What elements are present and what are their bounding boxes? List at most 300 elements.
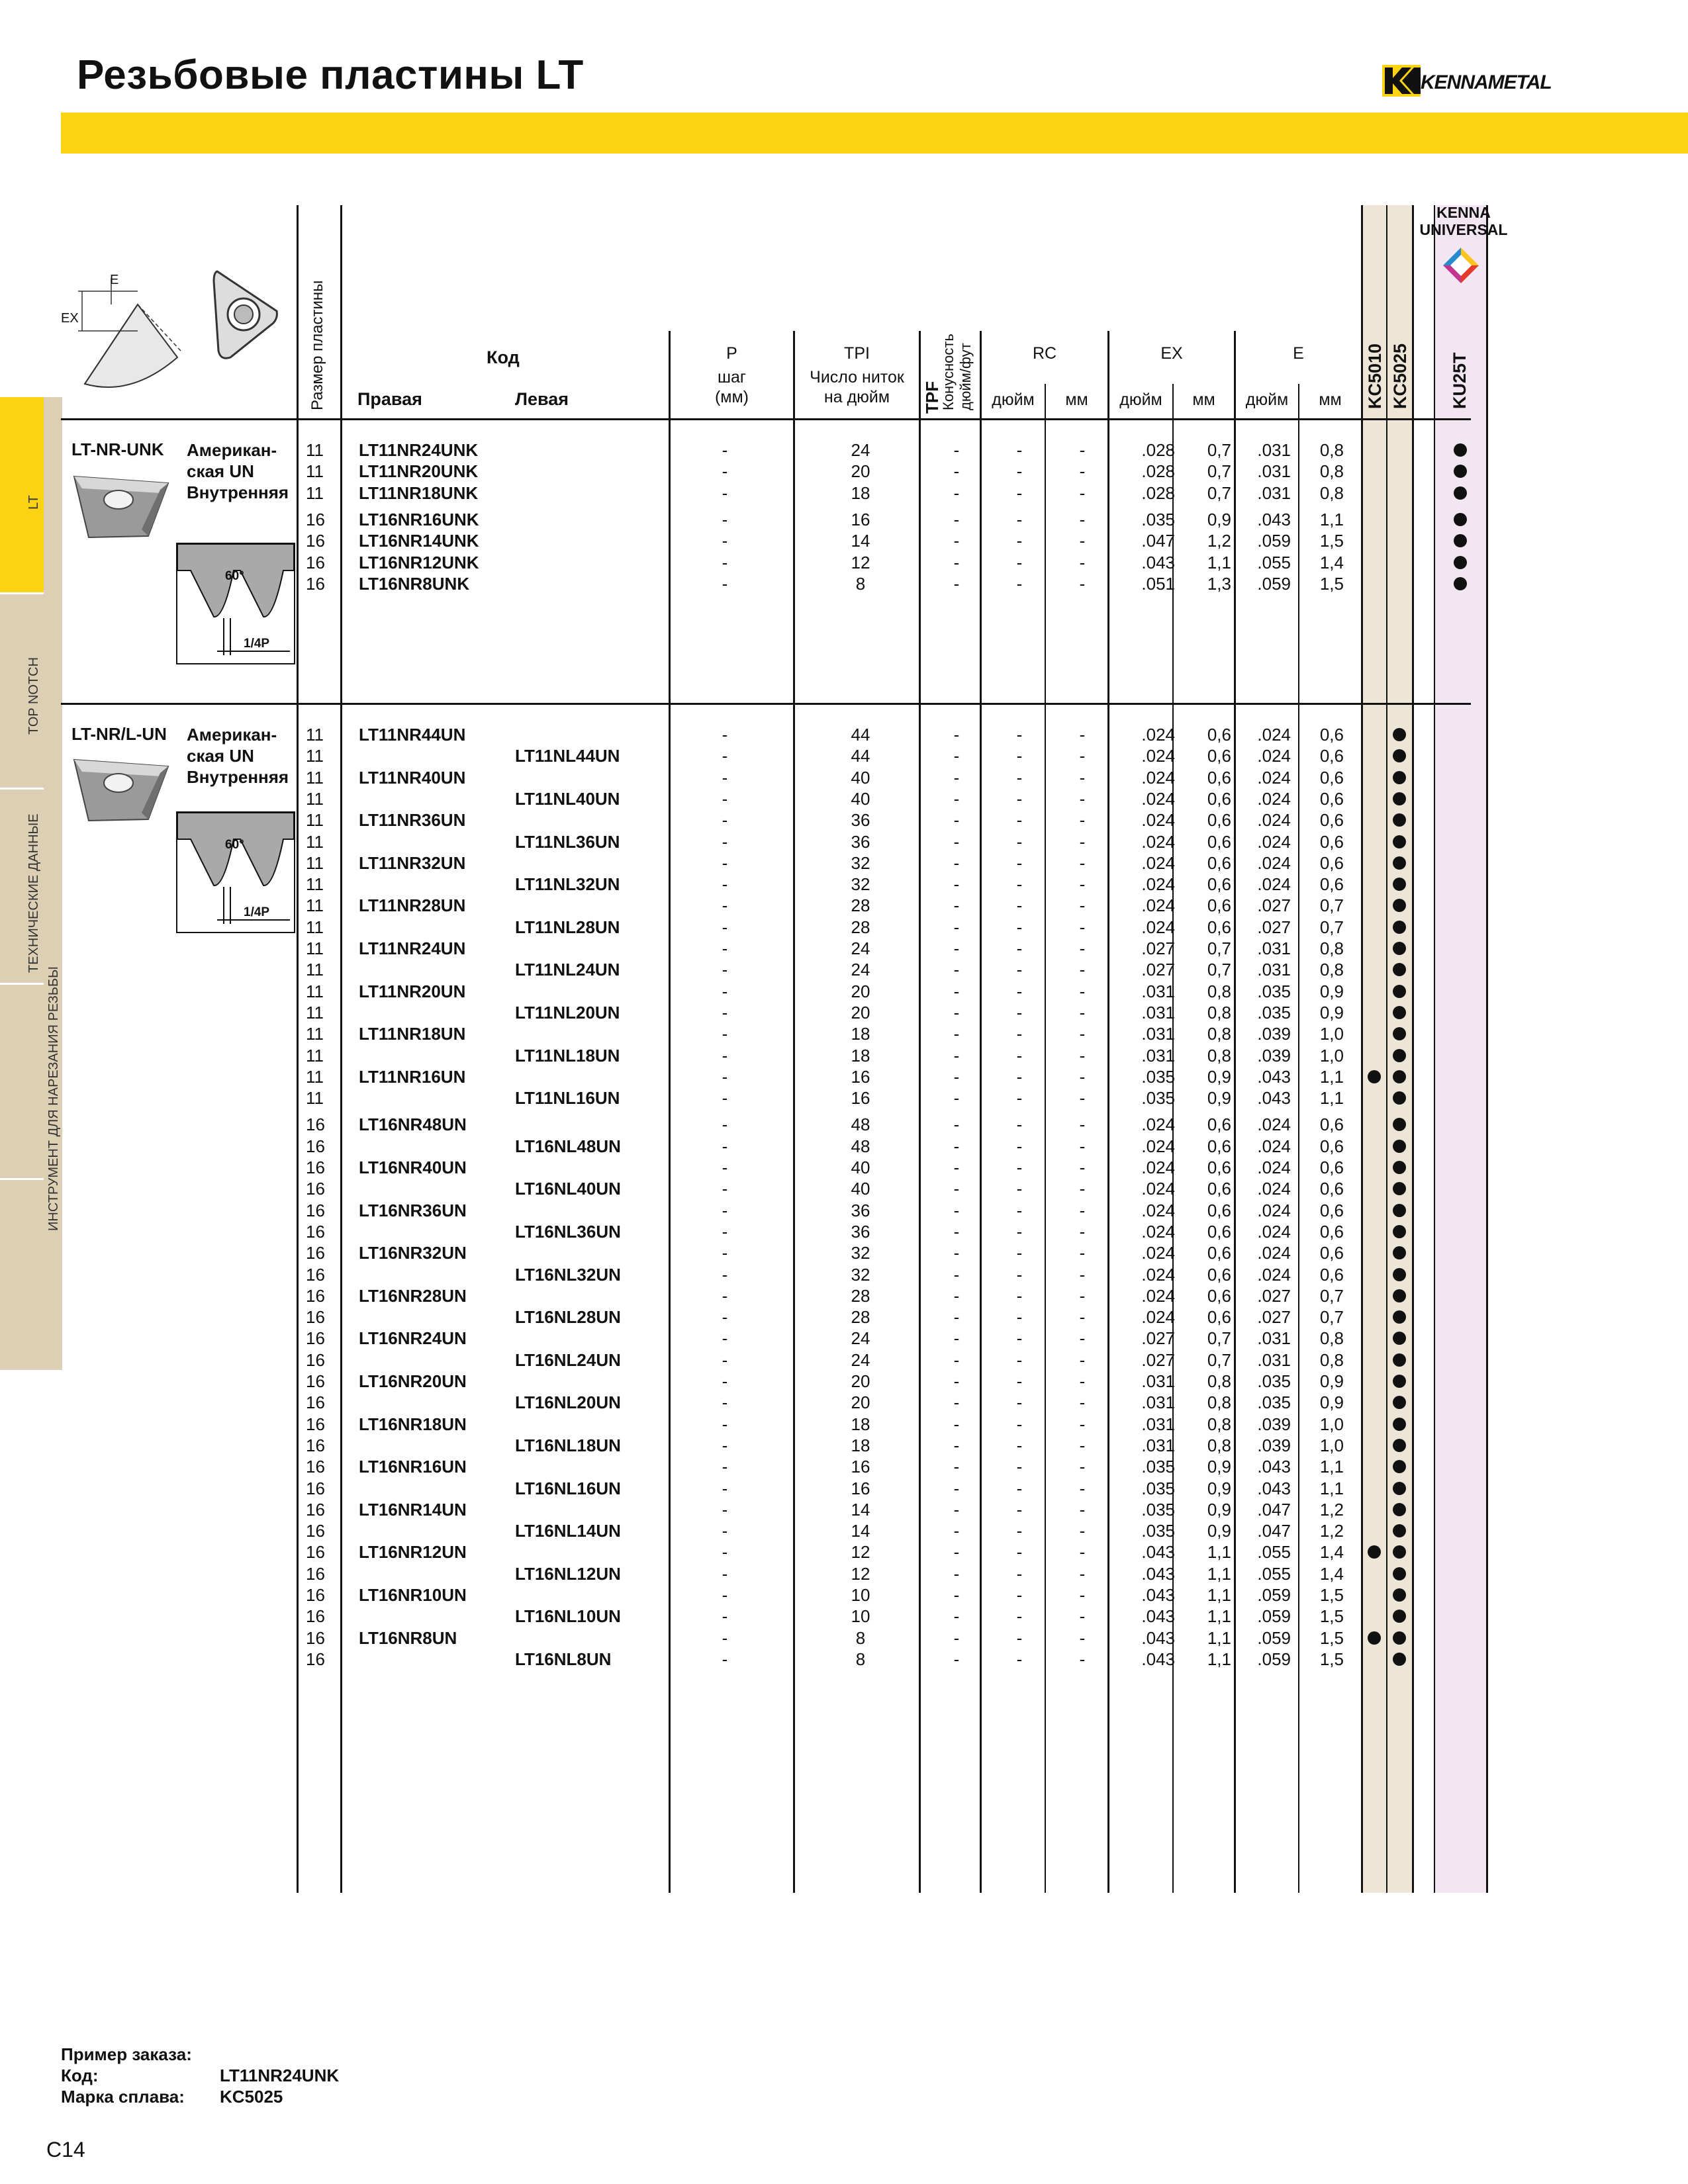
- table-row: [0, 724, 1688, 745]
- rc-inch-cell: -: [1016, 1585, 1023, 1605]
- size-cell: 11: [306, 440, 324, 460]
- rc-inch-cell: -: [1016, 810, 1023, 831]
- tpf-cell: -: [953, 1457, 960, 1477]
- pitch-cell: -: [722, 831, 728, 852]
- ex-inch-cell: .043: [1141, 1585, 1175, 1605]
- ex-inch-cell: .024: [1141, 1307, 1175, 1328]
- rc-inch-cell: -: [1016, 1158, 1023, 1177]
- rc-inch-cell: -: [1016, 852, 1023, 873]
- right-code-cell: LT16NR16UNK: [359, 509, 479, 529]
- table-row: [0, 552, 1688, 573]
- kc5025-dot: [1393, 1460, 1406, 1473]
- col-header-e: E: [1293, 344, 1304, 363]
- rc-inch-cell: -: [1016, 917, 1023, 937]
- ex-mm-cell: 1,1: [1207, 1606, 1231, 1627]
- ex-inch-cell: .024: [1141, 874, 1175, 895]
- pitch-cell: -: [722, 1585, 728, 1605]
- kenna-universal-label: [1414, 204, 1513, 238]
- tpi-cell: 18: [851, 1435, 870, 1455]
- kc5025-dot: [1393, 1310, 1406, 1324]
- e-inch-cell: .035: [1257, 1392, 1291, 1413]
- tpi-cell: 32: [851, 1243, 870, 1263]
- tpi-cell: 16: [851, 509, 870, 529]
- e-inch-cell: .043: [1257, 1088, 1291, 1109]
- e-mm-cell: 1,5: [1319, 1606, 1344, 1627]
- ex-mm-cell: 1,1: [1207, 1585, 1231, 1605]
- kc5025-dot: [1393, 1225, 1406, 1238]
- rc-inch-cell: -: [1016, 531, 1023, 551]
- tpi-cell: 40: [851, 767, 870, 788]
- right-code-cell: LT16NR10UN: [359, 1585, 467, 1605]
- profile-pitch-unk: 1/4P: [244, 637, 270, 651]
- rc-mm-cell: -: [1079, 1115, 1086, 1135]
- kc5025-dot: [1393, 1289, 1406, 1302]
- rc-mm-cell: -: [1079, 1045, 1086, 1066]
- tpf-cell: -: [953, 1499, 960, 1520]
- tpf-cell: -: [953, 509, 960, 529]
- rc-inch-cell: -: [1016, 1499, 1023, 1520]
- size-cell: 11: [306, 1066, 324, 1087]
- left-code-cell: LT16NL32UN: [515, 1264, 621, 1285]
- rc-mm-cell: -: [1079, 1349, 1086, 1370]
- rc-inch-cell: -: [1016, 874, 1023, 895]
- ex-inch-cell: .024: [1141, 852, 1175, 873]
- e-mm-cell: 1,4: [1319, 1563, 1344, 1584]
- kc5025-dot: [1393, 1182, 1406, 1195]
- rc-mm-cell: -: [1079, 1024, 1086, 1044]
- rc-inch-cell: -: [1016, 1179, 1023, 1199]
- table-row: [0, 788, 1688, 809]
- ex-inch-cell: .024: [1141, 1179, 1175, 1199]
- left-code-cell: LT16NL18UN: [515, 1435, 621, 1455]
- kc5025-dot: [1393, 1070, 1406, 1083]
- ex-mm-cell: 0,7: [1207, 461, 1231, 482]
- ex-inch-cell: .028: [1141, 461, 1175, 482]
- table-row: [0, 1178, 1688, 1199]
- left-code-cell: LT16NL40UN: [515, 1179, 621, 1199]
- col-header-e-mm: мм: [1319, 390, 1342, 409]
- ex-mm-cell: 0,6: [1207, 1221, 1231, 1242]
- size-cell: 16: [306, 531, 325, 551]
- pitch-cell: -: [722, 852, 728, 873]
- rc-inch-cell: -: [1016, 788, 1023, 809]
- rc-inch-cell: -: [1016, 1200, 1023, 1220]
- rc-mm-cell: -: [1079, 1478, 1086, 1498]
- tpf-cell: -: [953, 440, 960, 460]
- rc-inch-cell: -: [1016, 1627, 1023, 1648]
- pitch-cell: -: [722, 1200, 728, 1220]
- pitch-cell: -: [722, 874, 728, 895]
- e-inch-cell: .031: [1257, 1349, 1291, 1370]
- kc5025-dot: [1393, 921, 1406, 934]
- left-code-cell: LT16NL24UN: [515, 1349, 621, 1370]
- tpf-cell: -: [953, 1200, 960, 1220]
- order-code-label: Код:: [61, 2066, 99, 2085]
- pitch-cell: -: [722, 1414, 728, 1434]
- size-cell: 16: [306, 1221, 325, 1242]
- size-cell: 16: [306, 1627, 325, 1648]
- e-inch-cell: .024: [1257, 852, 1291, 873]
- pitch-cell: -: [722, 1136, 728, 1156]
- ex-inch-cell: .024: [1141, 1200, 1175, 1220]
- left-code-cell: LT16NL36UN: [515, 1221, 621, 1242]
- tpi-cell: 36: [851, 810, 870, 831]
- kc5025-dot: [1393, 1332, 1406, 1345]
- rc-mm-cell: -: [1079, 1088, 1086, 1109]
- side-tab-technical-data[interactable]: ТЕХНИЧЕСКИЕ ДАННЫЕ: [26, 813, 41, 973]
- rc-inch-cell: -: [1016, 1457, 1023, 1477]
- tpi-cell: 12: [851, 552, 870, 572]
- left-code-cell: LT16NL14UN: [515, 1521, 621, 1541]
- ex-inch-cell: .031: [1141, 1414, 1175, 1434]
- rc-inch-cell: -: [1016, 981, 1023, 1001]
- e-inch-cell: .059: [1257, 1627, 1291, 1648]
- rc-mm-cell: -: [1079, 531, 1086, 551]
- kc5025-dot: [1393, 792, 1406, 805]
- side-tab-lt[interactable]: LT: [26, 495, 41, 510]
- size-cell: 11: [306, 852, 324, 873]
- ex-mm-cell: 0,8: [1207, 1024, 1231, 1044]
- tpi-cell: 28: [851, 917, 870, 937]
- tpf-cell: -: [953, 1371, 960, 1391]
- table-row: [0, 439, 1688, 461]
- size-cell: 16: [306, 1264, 325, 1285]
- tpi-cell: 8: [855, 1627, 866, 1648]
- rc-mm-cell: -: [1079, 810, 1086, 831]
- size-cell: 16: [306, 1285, 325, 1306]
- ex-mm-cell: 0,8: [1207, 1045, 1231, 1066]
- ex-inch-cell: .035: [1141, 1066, 1175, 1087]
- tpi-cell: 28: [851, 1285, 870, 1306]
- rc-mm-cell: -: [1079, 1585, 1086, 1605]
- tpi-cell: 18: [851, 482, 870, 503]
- e-inch-cell: .055: [1257, 1563, 1291, 1584]
- e-mm-cell: 1,5: [1319, 1627, 1344, 1648]
- tpf-cell: -: [953, 746, 960, 766]
- size-cell: 16: [306, 1392, 325, 1413]
- size-cell: 16: [306, 1585, 325, 1605]
- e-inch-cell: .031: [1257, 440, 1291, 460]
- right-code-cell: LT16NR12UN: [359, 1542, 467, 1563]
- tpi-cell: 32: [851, 1264, 870, 1285]
- size-cell: 16: [306, 1371, 325, 1391]
- rc-mm-cell: -: [1079, 1457, 1086, 1477]
- tpi-cell: 18: [851, 1024, 870, 1044]
- e-inch-cell: .024: [1257, 810, 1291, 831]
- ex-inch-cell: .024: [1141, 1158, 1175, 1177]
- profile-pitch-un: 1/4P: [244, 905, 270, 919]
- ex-inch-cell: .024: [1141, 1243, 1175, 1263]
- table-row: [0, 938, 1688, 959]
- ex-mm-cell: 1,3: [1207, 573, 1231, 594]
- ex-mm-cell: 0,9: [1207, 1066, 1231, 1087]
- kc5025-dot: [1393, 942, 1406, 955]
- e-mm-cell: 0,6: [1319, 1264, 1344, 1285]
- pitch-cell: -: [722, 1521, 728, 1541]
- rc-mm-cell: -: [1079, 1200, 1086, 1220]
- tpf-cell: -: [953, 874, 960, 895]
- pitch-cell: -: [722, 767, 728, 788]
- rc-mm-cell: -: [1079, 1328, 1086, 1349]
- ex-mm-cell: 0,7: [1207, 1349, 1231, 1370]
- e-mm-cell: 1,1: [1319, 1088, 1344, 1109]
- tpi-cell: 36: [851, 1200, 870, 1220]
- kenna-label: KENNA: [1436, 204, 1491, 221]
- right-code-cell: LT11NR32UN: [359, 852, 466, 873]
- table-row: [0, 1414, 1688, 1435]
- pitch-cell: -: [722, 788, 728, 809]
- rc-inch-cell: -: [1016, 1285, 1023, 1306]
- ex-inch-cell: .031: [1141, 1371, 1175, 1391]
- ex-inch-cell: .024: [1141, 1285, 1175, 1306]
- pitch-cell: -: [722, 1307, 728, 1328]
- right-code-cell: LT16NR8UNK: [359, 573, 470, 594]
- universal-label: UNIVERSAL: [1419, 221, 1508, 238]
- ex-mm-cell: 0,6: [1207, 1115, 1231, 1135]
- rc-inch-cell: -: [1016, 1136, 1023, 1156]
- table-row: [0, 530, 1688, 551]
- e-inch-cell: .024: [1257, 1136, 1291, 1156]
- table-row: [0, 1114, 1688, 1135]
- rc-inch-cell: -: [1016, 1307, 1023, 1328]
- section-name-unk: LT-NR-UNK: [71, 439, 164, 459]
- e-inch-cell: .031: [1257, 1328, 1291, 1349]
- ex-mm-cell: 0,8: [1207, 981, 1231, 1001]
- rc-mm-cell: -: [1079, 552, 1086, 572]
- col-header-right: Правая: [357, 389, 422, 409]
- ex-mm-cell: 0,7: [1207, 1328, 1231, 1349]
- rc-inch-cell: -: [1016, 831, 1023, 852]
- rc-mm-cell: -: [1079, 938, 1086, 958]
- section-name-un: LT-NR/L-UN: [71, 724, 167, 744]
- ex-inch-cell: .027: [1141, 960, 1175, 980]
- left-code-cell: LT16NL10UN: [515, 1606, 621, 1627]
- table-row: [0, 895, 1688, 916]
- size-cell: 11: [306, 874, 324, 895]
- profile-angle-un: 60°: [225, 838, 244, 852]
- page-title: Резьбовые пластины LT: [77, 52, 584, 98]
- pitch-cell: -: [722, 1115, 728, 1135]
- ex-inch-cell: .043: [1141, 1542, 1175, 1563]
- header-rule: [61, 418, 1471, 420]
- table-row: [0, 1242, 1688, 1263]
- table-row: [0, 1649, 1688, 1670]
- size-cell: 11: [306, 810, 324, 831]
- rc-inch-cell: -: [1016, 1542, 1023, 1563]
- e-mm-cell: 0,6: [1319, 1115, 1344, 1135]
- kc5025-dot: [1393, 771, 1406, 784]
- ex-mm-cell: 1,2: [1207, 531, 1231, 551]
- ex-mm-cell: 0,6: [1207, 1307, 1231, 1328]
- tpf-cell: -: [953, 573, 960, 594]
- tpi-cell: 20: [851, 1392, 870, 1413]
- right-code-cell: LT16NR14UN: [359, 1499, 467, 1520]
- rc-inch-cell: -: [1016, 440, 1023, 460]
- e-inch-cell: .031: [1257, 482, 1291, 503]
- ex-inch-cell: .031: [1141, 1024, 1175, 1044]
- size-cell: 16: [306, 509, 325, 529]
- size-cell: 16: [306, 1606, 325, 1627]
- pitch-cell: -: [722, 1264, 728, 1285]
- e-mm-cell: 0,6: [1319, 874, 1344, 895]
- e-mm-cell: 1,4: [1319, 1542, 1344, 1563]
- e-mm-cell: 0,6: [1319, 725, 1344, 745]
- col-header-ku25t: KU25T: [1450, 352, 1470, 409]
- kc5025-dot: [1393, 1268, 1406, 1281]
- ex-inch-cell: .027: [1141, 1349, 1175, 1370]
- side-strip-label: ИНСТРУМЕНТ ДЛЯ НАРЕЗАНИЯ РЕЗЬБЫ: [46, 966, 61, 1231]
- right-code-cell: LT16NR20UN: [359, 1371, 467, 1391]
- tpf-cell: -: [953, 1024, 960, 1044]
- right-code-cell: LT16NR12UNK: [359, 552, 479, 572]
- size-cell: 11: [306, 938, 324, 958]
- kc5025-dot: [1393, 1161, 1406, 1174]
- rc-inch-cell: -: [1016, 1478, 1023, 1498]
- tpi-cell: 12: [851, 1563, 870, 1584]
- rc-inch-cell: -: [1016, 1328, 1023, 1349]
- rc-inch-cell: -: [1016, 1349, 1023, 1370]
- ex-inch-cell: .024: [1141, 788, 1175, 809]
- e-inch-cell: .024: [1257, 1200, 1291, 1220]
- kc5025-dot: [1393, 1091, 1406, 1105]
- tpi-cell: 16: [851, 1088, 870, 1109]
- rc-mm-cell: -: [1079, 1542, 1086, 1563]
- table-row: [0, 1002, 1688, 1023]
- right-code-cell: LT11NR18UN: [359, 1024, 466, 1044]
- rc-inch-cell: -: [1016, 1649, 1023, 1669]
- rc-mm-cell: -: [1079, 573, 1086, 594]
- pitch-cell: -: [722, 1328, 728, 1349]
- right-code-cell: LT16NR36UN: [359, 1200, 467, 1220]
- size-cell: 16: [306, 1349, 325, 1370]
- tpi-cell: 16: [851, 1066, 870, 1087]
- kc5025-dot: [1393, 1567, 1406, 1580]
- ex-mm-cell: 0,6: [1207, 831, 1231, 852]
- right-code-cell: LT11NR28UN: [359, 895, 466, 916]
- ex-mm-cell: 0,6: [1207, 1136, 1231, 1156]
- tpf-cell: -: [953, 767, 960, 788]
- e-inch-cell: .024: [1257, 788, 1291, 809]
- e-mm-cell: 0,7: [1319, 895, 1344, 916]
- size-cell: 16: [306, 1563, 325, 1584]
- ex-inch-cell: .024: [1141, 746, 1175, 766]
- left-code-cell: LT16NL20UN: [515, 1392, 621, 1413]
- side-tab-top-notch[interactable]: TOP NOTCH: [26, 657, 41, 735]
- e-inch-cell: .059: [1257, 1606, 1291, 1627]
- kenna-universal-icon: [1442, 246, 1480, 285]
- rc-mm-cell: -: [1079, 1606, 1086, 1627]
- rc-mm-cell: -: [1079, 746, 1086, 766]
- size-cell: 16: [306, 1179, 325, 1199]
- ex-mm-cell: 0,6: [1207, 746, 1231, 766]
- kc5025-dot: [1393, 1610, 1406, 1623]
- ex-inch-cell: .024: [1141, 1221, 1175, 1242]
- kc5025-dot: [1393, 728, 1406, 741]
- order-example: [61, 2044, 340, 2107]
- tpf-cell: -: [953, 1115, 960, 1135]
- e-mm-cell: 0,8: [1319, 440, 1344, 460]
- left-code-cell: LT11NL44UN: [515, 746, 620, 766]
- kc5025-dot: [1393, 1118, 1406, 1131]
- rc-inch-cell: -: [1016, 1045, 1023, 1066]
- size-cell: 11: [306, 788, 324, 809]
- e-mm-cell: 0,7: [1319, 917, 1344, 937]
- section-desc-line: ская UN: [187, 746, 254, 766]
- tpi-cell: 24: [851, 1349, 870, 1370]
- tpf-cell: -: [953, 1328, 960, 1349]
- rc-mm-cell: -: [1079, 1521, 1086, 1541]
- ex-inch-cell: .027: [1141, 938, 1175, 958]
- e-inch-cell: .059: [1257, 531, 1291, 551]
- tpi-cell: 8: [855, 573, 866, 594]
- col-header-left: Левая: [515, 389, 569, 409]
- tpf-cell: -: [953, 1627, 960, 1648]
- ex-mm-cell: 0,6: [1207, 767, 1231, 788]
- e-inch-cell: .024: [1257, 1179, 1291, 1199]
- pitch-cell: -: [722, 895, 728, 916]
- kc5010-dot: [1368, 1545, 1381, 1559]
- col-header-p: P: [726, 344, 737, 363]
- size-cell: 11: [306, 1088, 324, 1109]
- tpi-cell: 12: [851, 1542, 870, 1563]
- size-cell: 11: [306, 1045, 324, 1066]
- rc-inch-cell: -: [1016, 1243, 1023, 1263]
- tpf-cell: -: [953, 1243, 960, 1263]
- table-row: [0, 482, 1688, 504]
- kc5025-dot: [1393, 835, 1406, 848]
- right-code-cell: LT11NR36UN: [359, 810, 466, 831]
- ku25t-dot: [1454, 443, 1467, 457]
- tpf-cell: -: [953, 852, 960, 873]
- ex-inch-cell: .035: [1141, 1478, 1175, 1498]
- table-row: [0, 1306, 1688, 1328]
- right-code-cell: LT16NR28UN: [359, 1285, 467, 1306]
- right-code-cell: LT16NR8UN: [359, 1627, 457, 1648]
- e-mm-cell: 0,6: [1319, 1179, 1344, 1199]
- pitch-cell: -: [722, 725, 728, 745]
- e-inch-cell: .043: [1257, 509, 1291, 529]
- right-code-cell: LT11NR18UNK: [359, 482, 479, 503]
- rc-mm-cell: -: [1079, 509, 1086, 529]
- e-inch-cell: .055: [1257, 552, 1291, 572]
- rc-mm-cell: -: [1079, 917, 1086, 937]
- table-row: [0, 1023, 1688, 1044]
- left-code-cell: LT16NL12UN: [515, 1563, 621, 1584]
- size-cell: 11: [306, 960, 324, 980]
- right-code-cell: LT16NR14UNK: [359, 531, 479, 551]
- tpf-cell: -: [953, 938, 960, 958]
- size-cell: 11: [306, 767, 324, 788]
- left-code-cell: LT11NL40UN: [515, 788, 620, 809]
- table-row: [0, 981, 1688, 1002]
- tpf-cell: -: [953, 895, 960, 916]
- tpi-cell: 24: [851, 960, 870, 980]
- rc-mm-cell: -: [1079, 1414, 1086, 1434]
- diagram-label-e: E: [110, 273, 119, 287]
- e-inch-cell: .039: [1257, 1024, 1291, 1044]
- section-desc-line: Внутренняя: [187, 482, 289, 502]
- tpf-cell: -: [953, 1585, 960, 1605]
- e-mm-cell: 1,0: [1319, 1045, 1344, 1066]
- col-header-tpf: TPF: [922, 381, 942, 414]
- tpi-cell: 16: [851, 1478, 870, 1498]
- rc-mm-cell: -: [1079, 1066, 1086, 1087]
- size-cell: 16: [306, 573, 325, 594]
- pitch-cell: -: [722, 440, 728, 460]
- ex-inch-cell: .024: [1141, 725, 1175, 745]
- e-inch-cell: .027: [1257, 1285, 1291, 1306]
- tpi-cell: 10: [851, 1585, 870, 1605]
